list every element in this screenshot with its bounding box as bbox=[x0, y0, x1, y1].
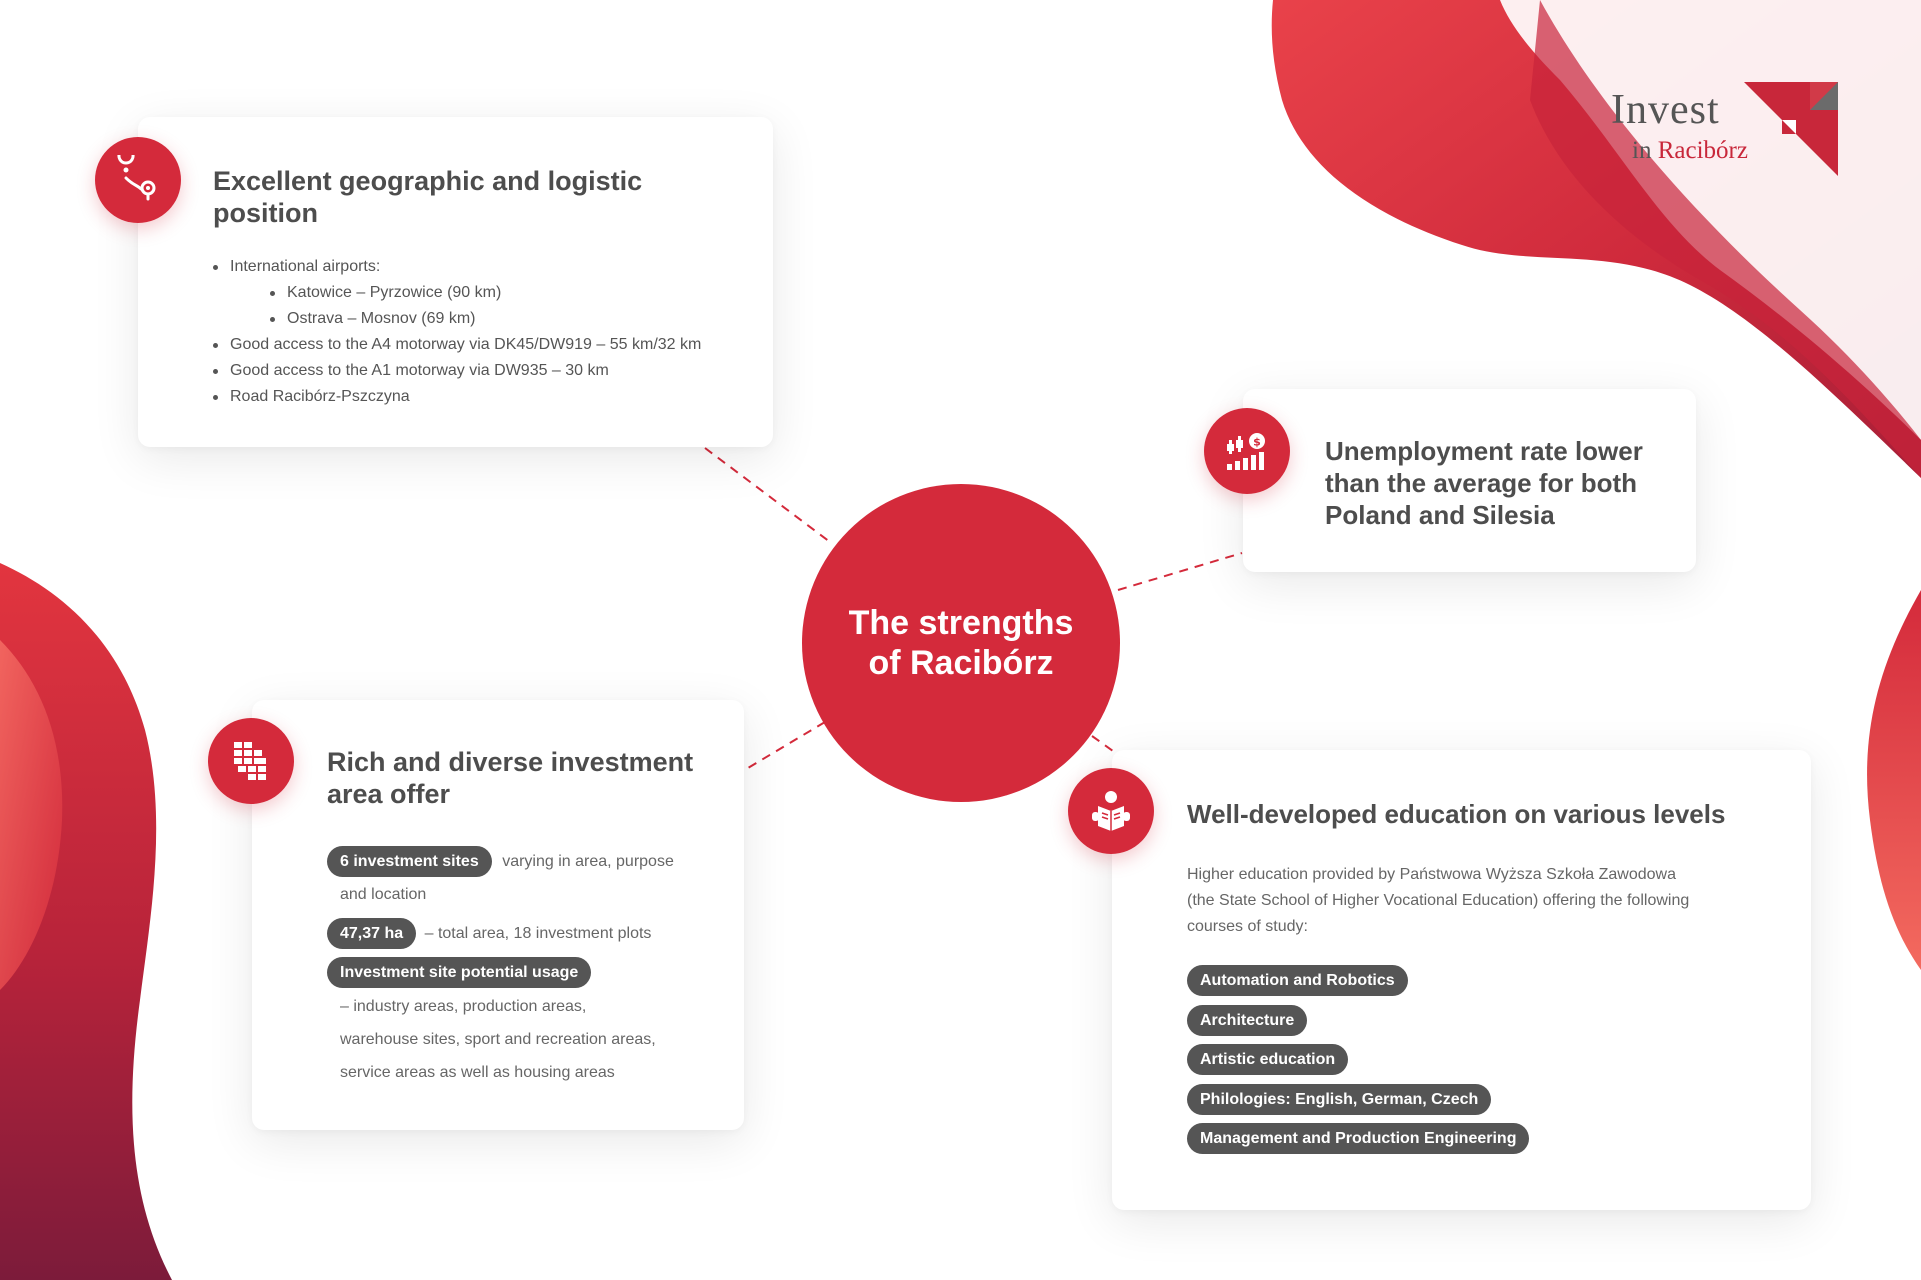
list-item: Ostrava – Mosnov (69 km) bbox=[270, 306, 701, 332]
investment-card bbox=[252, 700, 744, 1130]
list-item: Good access to the A1 motorway via DW935 – 30 km bbox=[213, 358, 701, 384]
unemployment-title bbox=[1325, 435, 1685, 531]
geo-card bbox=[138, 117, 773, 447]
unemployment-title-line3: Poland and Silesia bbox=[1325, 500, 1555, 530]
education-title: Well-developed education on various levels bbox=[1187, 799, 1726, 829]
investment-sites-text: varying in area, purpose bbox=[502, 853, 674, 870]
brand-logo[interactable] bbox=[1604, 80, 1846, 180]
investment-usage-text-3: service areas as well as housing areas bbox=[340, 1064, 615, 1081]
course-pill: Architecture bbox=[1187, 1005, 1307, 1036]
unemployment-title-line2: than the average for both bbox=[1325, 468, 1638, 498]
investment-area-text: – total area, 18 investment plots bbox=[424, 925, 652, 942]
list-item: Good access to the A4 motorway via DK45/DW919 – 55 km/32 km bbox=[213, 332, 701, 358]
education-desc-line3: courses of study: bbox=[1187, 918, 1308, 935]
finance-chart-coin-icon bbox=[1204, 408, 1290, 494]
education-courses bbox=[1187, 965, 1529, 1163]
investment-usage-pill: Investment site potential usage bbox=[327, 957, 591, 988]
brand-line2 bbox=[1632, 136, 1748, 166]
investment-usage-text-1: – industry areas, production areas, bbox=[340, 998, 587, 1015]
brand-city: Racibórz bbox=[1657, 137, 1748, 164]
unemployment-card bbox=[1243, 389, 1696, 572]
brand-line1: Invest bbox=[1611, 87, 1720, 133]
investment-usage-text-2: warehouse sites, sport and recreation areas, bbox=[340, 1031, 656, 1048]
geo-list bbox=[213, 254, 701, 410]
center-title-line2: of Racibórz bbox=[868, 644, 1054, 682]
investment-area-pill: 47,37 ha bbox=[327, 918, 416, 949]
course-pill: Automation and Robotics bbox=[1187, 965, 1408, 996]
course-pill: Artistic education bbox=[1187, 1044, 1348, 1075]
investment-details bbox=[327, 845, 727, 1089]
building-blocks-icon bbox=[208, 718, 294, 804]
list-item: International airports: bbox=[213, 254, 701, 280]
course-pill: Philologies: English, German, Czech bbox=[1187, 1084, 1491, 1115]
brand-line2-prefix: in bbox=[1632, 137, 1658, 164]
svg-text:$: $ bbox=[1253, 435, 1261, 449]
education-desc-line1: Higher education provided by Państwowa Wyższa Szkoła Zawodowa bbox=[1187, 866, 1676, 883]
geo-title-line2: position bbox=[213, 198, 318, 228]
education-card bbox=[1112, 750, 1811, 1210]
brand-mark-icon bbox=[1744, 82, 1840, 178]
investment-title bbox=[327, 746, 727, 810]
education-desc-line2: (the State School of Higher Vocational Education) offering the following bbox=[1187, 892, 1690, 909]
unemployment-title-line1: Unemployment rate lower bbox=[1325, 436, 1643, 466]
route-map-pin-icon bbox=[95, 137, 181, 223]
reading-person-book-icon bbox=[1068, 768, 1154, 854]
education-description bbox=[1187, 862, 1747, 940]
geo-title bbox=[213, 165, 733, 229]
center-title-circle bbox=[802, 484, 1120, 802]
geo-title-line1: Excellent geographic and logistic bbox=[213, 166, 643, 196]
investment-sites-pill: 6 investment sites bbox=[327, 846, 492, 877]
course-pill: Management and Production Engineering bbox=[1187, 1123, 1529, 1154]
center-title-line1: The strengths bbox=[848, 604, 1074, 642]
list-item: Katowice – Pyrzowice (90 km) bbox=[270, 280, 701, 306]
center-title bbox=[849, 603, 1074, 683]
investment-sites-text-2: and location bbox=[340, 886, 427, 903]
investment-title-line1: Rich and diverse investment bbox=[327, 747, 694, 777]
list-item: Road Racibórz-Pszczyna bbox=[213, 384, 701, 410]
investment-title-line2: area offer bbox=[327, 779, 451, 809]
